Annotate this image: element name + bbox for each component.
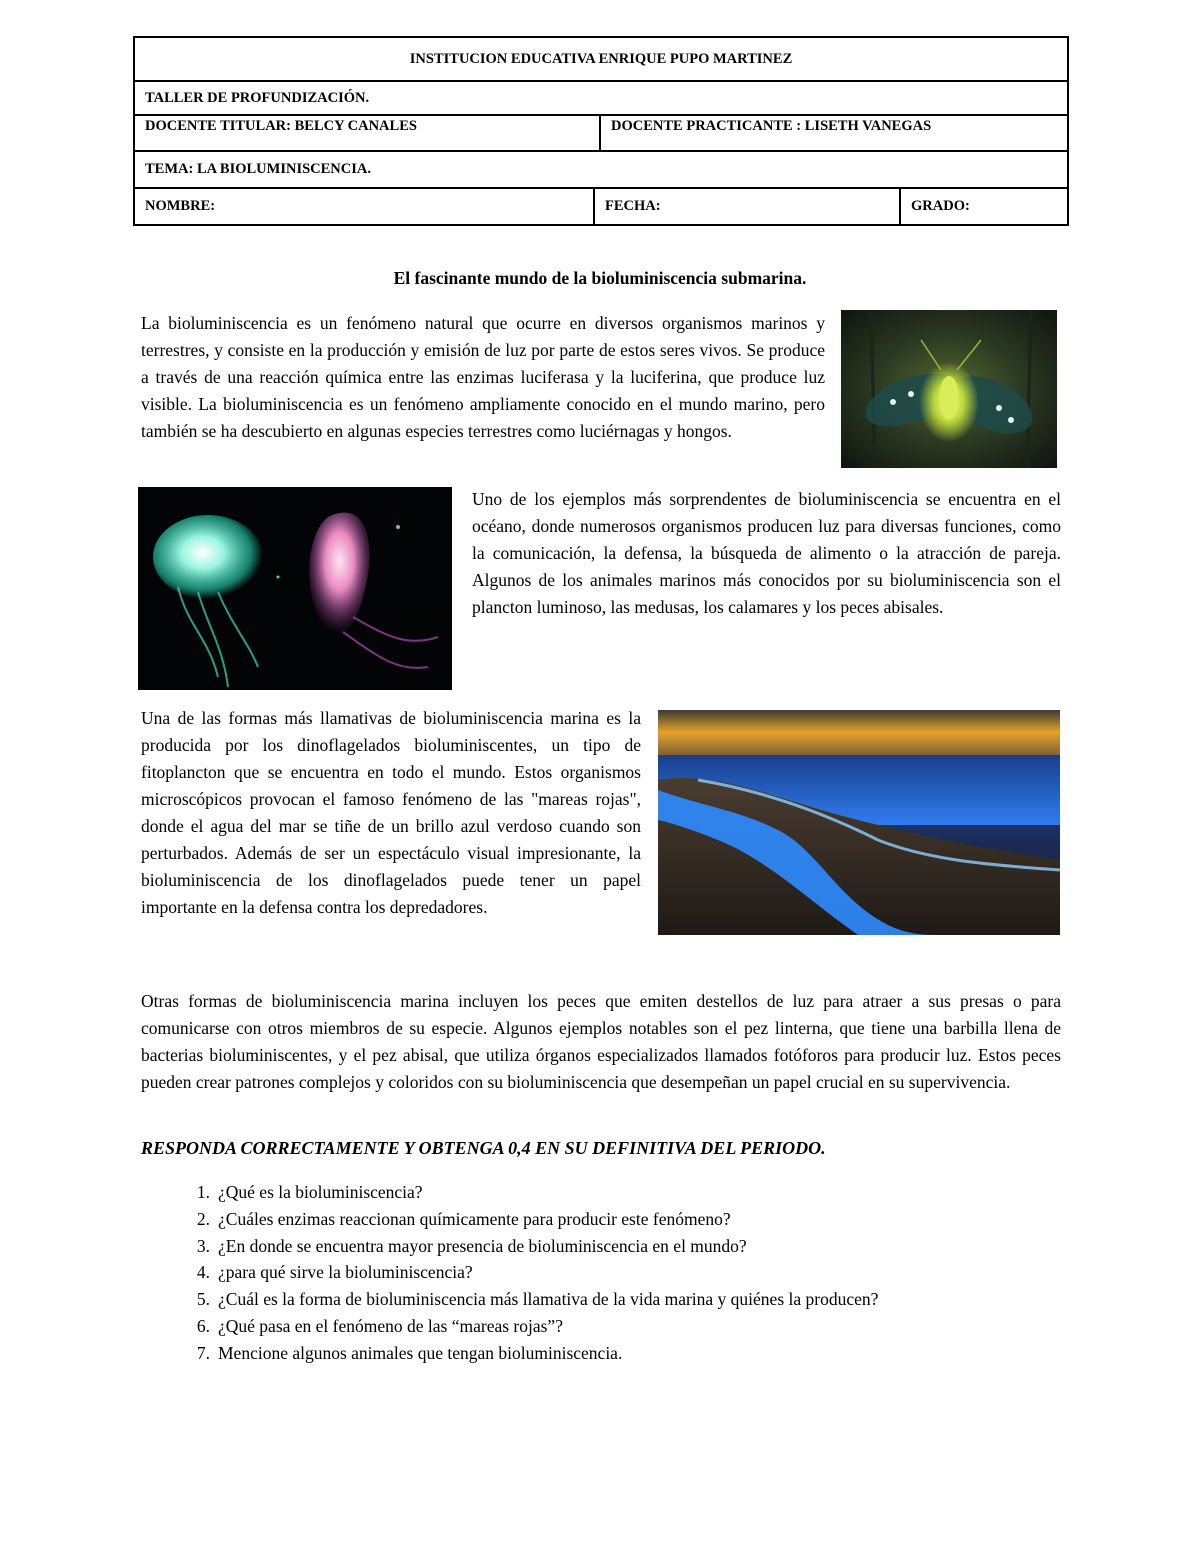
question-number: 4.	[196, 1262, 210, 1283]
question-text: ¿Qué es la bioluminiscencia?	[218, 1182, 423, 1202]
list-item	[141, 1206, 1061, 1233]
question-number: 2.	[196, 1208, 210, 1229]
paragraph-dinoflagellates: Una de las formas más llamativas de bioluminiscencia marina es la producida por los dinoflagelados bioluminiscentes, un tipo de fitoplancton que se encuentra en todo el mundo. Estos organismos microscópicos provocan el famoso fenómeno de las "mareas rojas", donde el agua del mar se tiñe de un brillo azul verdoso cuando son perturbados. Además de ser un espectáculo visual impresionante, la bioluminiscencia de los dinoflagelados puede tener un papel importante en la defensa contra los depredadores.	[141, 708, 641, 917]
question-number: 7.	[196, 1342, 210, 1363]
list-item	[141, 1233, 1061, 1260]
paragraph-ocean-examples: Uno de los ejemplos más sorprendentes de bioluminiscencia se encuentra en el océano, donde numerosos organismos producen luz para diversas funciones, como la comunicación, la defensa, la búsqueda de alimento o la atracción de pareja. Algunos de los animales marinos más conocidos por su bioluminiscencia son el plancton luminoso, las medusas, los calamares y los peces abisales.	[472, 489, 1061, 617]
list-item	[141, 1313, 1061, 1340]
name-field[interactable]: NOMBRE:	[134, 188, 594, 225]
question-text: ¿para qué sirve la bioluminiscencia?	[218, 1262, 473, 1283]
workshop-title: TALLER DE PROFUNDIZACIÓN.	[134, 81, 1068, 115]
question-text: ¿Qué pasa en el fenómeno de las “mareas rojas”?	[218, 1315, 563, 1336]
bioluminescent-beach-photo	[658, 710, 1060, 935]
institution-name: INSTITUCION EDUCATIVA ENRIQUE PUPO MARTINEZ	[134, 37, 1068, 81]
document-title: El fascinante mundo de la bioluminiscencia submarina.	[393, 268, 807, 288]
paragraph-intro: La bioluminiscencia es un fenómeno natural que ocurre en diversos organismos marinos y terrestres, y consiste en la producción y emisión de luz por parte de estos seres vivos. Se produce a través de una reacción química entre las enzimas luciferasa y la luciferina, que produce luz visible. La bioluminiscencia es un fenómeno ampliamente conocido en el mundo marino, pero también se ha descubierto en algunas especies terrestres como luciérnagas y hongos.	[141, 313, 825, 441]
question-text: ¿En donde se encuentra mayor presencia de bioluminiscencia en el mundo?	[218, 1235, 747, 1256]
question-text: ¿Cuáles enzimas reaccionan químicamente para producir este fenómeno?	[218, 1208, 731, 1229]
jellyfish-photo	[138, 487, 452, 690]
question-text: ¿Cuál es la forma de bioluminiscencia más llamativa de la vida marina y quiénes la producen?	[218, 1289, 879, 1310]
practicing-teacher-cell: DOCENTE PRACTICANTE : LISETH VANEGAS	[600, 115, 1068, 151]
header-table	[133, 36, 1069, 226]
date-field[interactable]: FECHA:	[594, 188, 900, 225]
question-number: 1.	[196, 1182, 210, 1202]
list-item	[141, 1286, 1061, 1313]
question-number: 6.	[196, 1315, 210, 1336]
firefly-photo	[841, 310, 1057, 468]
grade-field[interactable]: GRADO:	[900, 188, 1068, 225]
question-list	[141, 1179, 1061, 1367]
question-number: 5.	[196, 1289, 210, 1310]
paragraph-fish: Otras formas de bioluminiscencia marina incluyen los peces que emiten destellos de luz para atraer a sus presas o para comunicarse con otros miembros de su especie. Algunos ejemplos notables son el pez linterna, que tiene una barbilla llena de bacterias bioluminiscentes, y el pez abisal, que utiliza órganos especializados llamados fotóforos para producir luz. Estos peces pueden crear patrones complejos y coloridos con su bioluminiscencia que desempeñan un papel crucial en su supervivencia.	[141, 991, 1061, 1092]
teacher-cell: DOCENTE TITULAR: BELCY CANALES	[134, 115, 600, 151]
topic-cell: TEMA: LA BIOLUMINISCENCIA.	[134, 151, 1068, 188]
question-number: 3.	[196, 1235, 210, 1256]
list-item	[141, 1259, 1061, 1286]
question-text: Mencione algunos animales que tengan bioluminiscencia.	[218, 1342, 623, 1363]
instruction-heading: RESPONDA CORRECTAMENTE Y OBTENGA 0,4 EN SU DEFINITIVA DEL PERIODO.	[141, 1138, 826, 1158]
list-item	[141, 1179, 1061, 1206]
list-item	[141, 1340, 1061, 1367]
